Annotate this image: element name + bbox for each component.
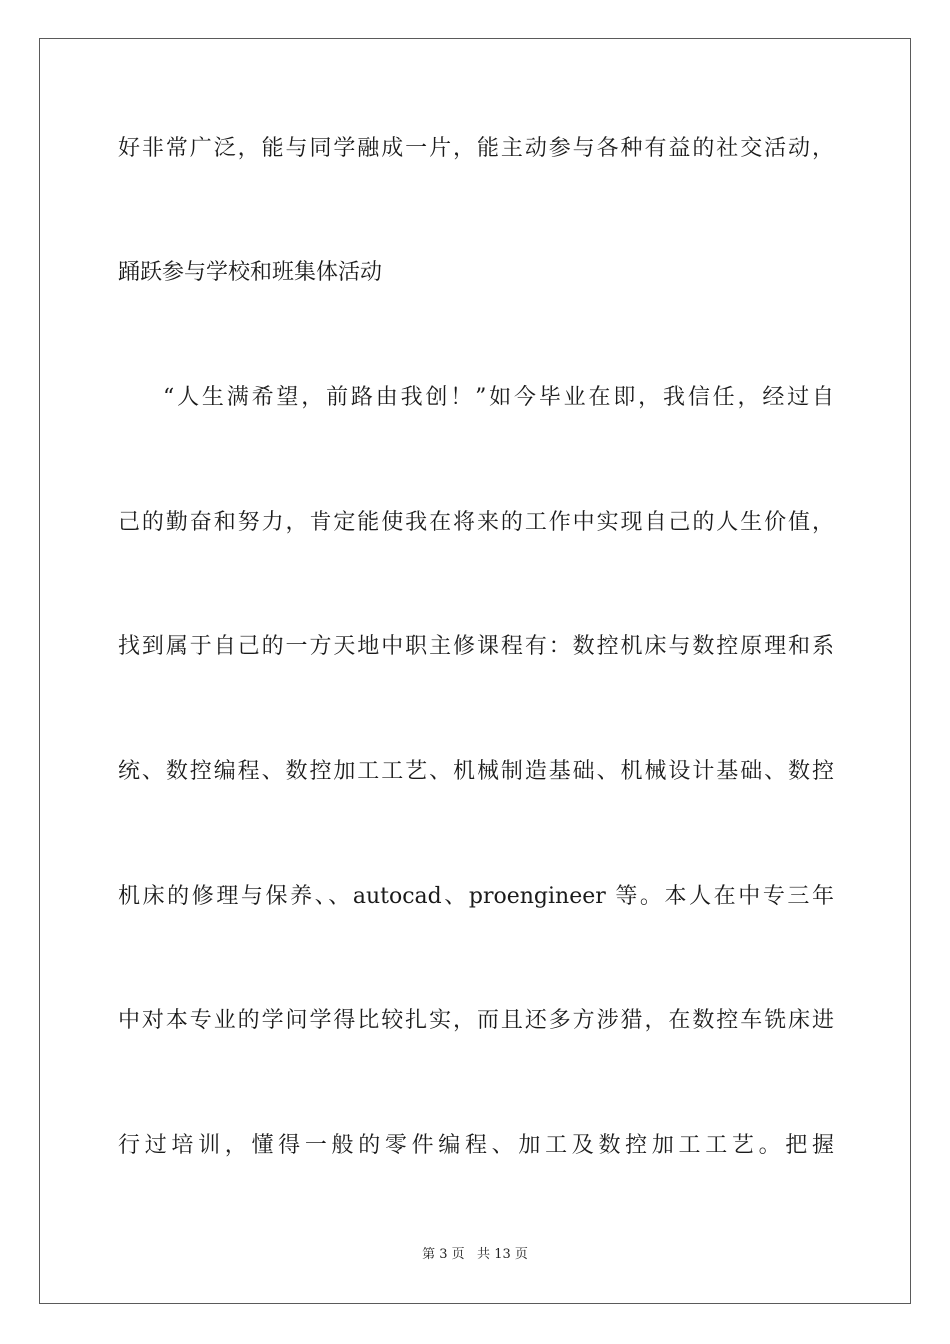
text-line-6: 统、数控编程、数控加工工艺、机械制造基础、机械设计基础、数控 <box>118 759 834 784</box>
text-line-7: 机床的修理与保养、、autocad、proengineer 等。本人在中专三年 <box>118 884 834 909</box>
page-frame <box>39 38 911 1304</box>
page-number-footer: 第 3 页 共 13 页 <box>422 1247 528 1262</box>
text-line-5: 找到属于自己的一方天地中职主修课程有：数控机床与数控原理和系 <box>118 634 834 659</box>
text-line-8: 中对本专业的学问学得比较扎实，而且还多方涉猎，在数控车铣床进 <box>118 1008 834 1033</box>
text-line-9: 行过培训，懂得一般的零件编程、加工及数控加工工艺。把握 <box>118 1133 834 1158</box>
text-line-1: 好非常广泛，能与同学融成一片，能主动参与各种有益的社交活动， <box>118 136 834 161</box>
text-line-4: 己的勤奋和努力，肯定能使我在将来的工作中实现自己的人生价值， <box>118 510 834 535</box>
text-line-2: 踊跃参与学校和班集体活动 <box>118 260 383 285</box>
text-line-3: “人生满希望，前路由我创！”如今毕业在即，我信任，经过自 <box>163 385 834 410</box>
